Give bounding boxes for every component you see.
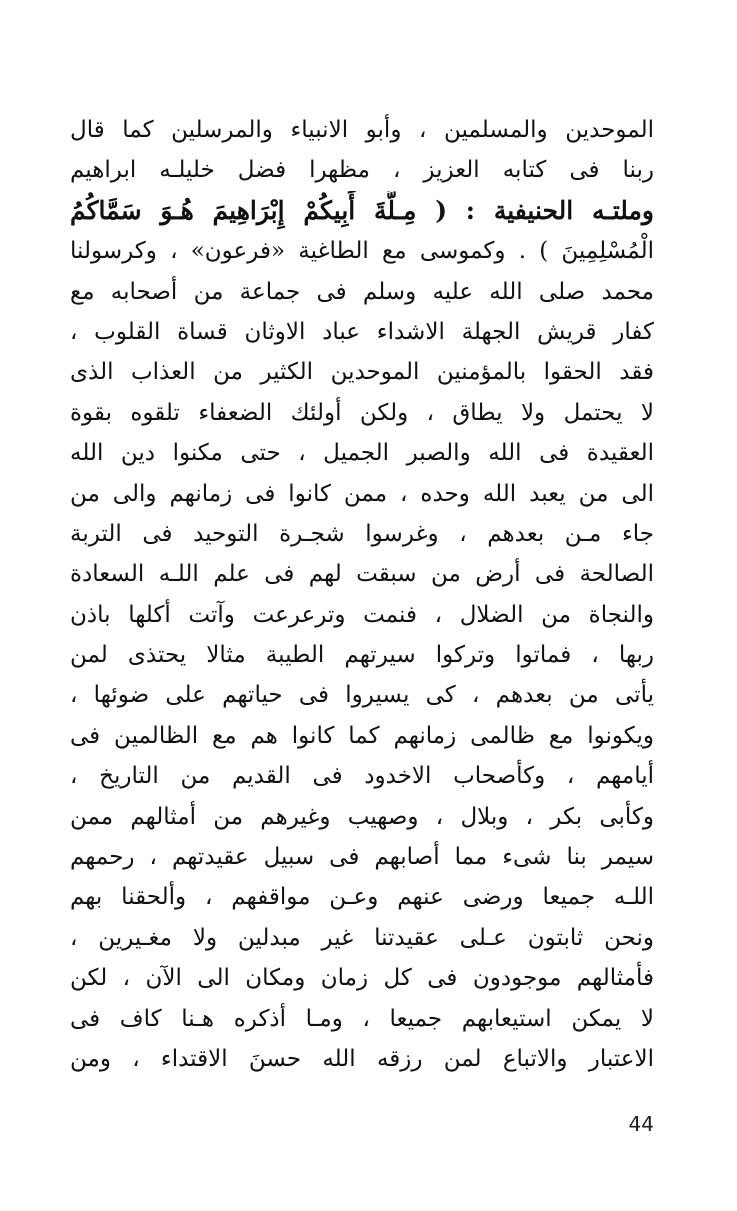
text-line: جاء مـن بعدهم ، وغرسوا شجـرة التوحيد فى التربة bbox=[70, 520, 654, 547]
text-line: العقيدة فى الله والصبر الجميل ، حتى مكنوا دين الله bbox=[70, 440, 654, 467]
text-line: الْمُسْلِمِينَ ) . وكموسى مع الطاغية «فرعون» ، وكرسولنا bbox=[70, 238, 654, 265]
text-line: ربها ، فماتوا وتركوا سيرتهم الطيبة مثالا يحتذى لمن bbox=[70, 642, 654, 669]
text-line: لا يمكن استيعابهم جميعا ، ومـا أذكره هـنا كاف فى bbox=[70, 1005, 654, 1032]
text-line: والنجاة من الضلال ، فنمت وترعرعت وآتت أكلها باذن bbox=[70, 601, 654, 628]
text-line: الى من يعبد الله وحده ، ممن كانوا فى زمانهم والى من bbox=[70, 480, 654, 507]
text-line: أيامهم ، وكأصحاب الاخدود فى القديم من التاريخ ، bbox=[70, 763, 654, 790]
quran-verse-line: وملتـه الحنيفية : ( مِـلَّةَ أَبِيكُمْ إِبْرَاهِيمَ هُـوَ سَمَّاكُمُ bbox=[70, 195, 654, 225]
text-line: محمد صلى الله عليه وسلم فى جماعة من أصحابه مع bbox=[70, 278, 654, 305]
text-line: كفار قريش الجهلة الاشداء عباد الاوثان قساة القلوب ، bbox=[70, 318, 654, 345]
text-line: الاعتبار والاتباع لمن رزقه الله حسنَ الاقتداء ، ومن bbox=[70, 1045, 654, 1072]
text-line: ونحن ثابتون عـلى عقيدتنا غير مبدلين ولا مغـيرين ، bbox=[70, 924, 654, 951]
text-line: فقد الحقوا بالمؤمنين الموحدين الكثير من العذاب الذى bbox=[70, 359, 654, 386]
text-line: فأمثالهم موجودون فى كل زمان ومكان الى الآن ، لكن bbox=[70, 965, 654, 992]
text-line: اللـه جميعا ورضى عنهم وعـن مواقفهم ، وألحقنا بهم bbox=[70, 884, 654, 911]
text-line: لا يحتمل ولا يطاق ، ولكن أولئك الضعفاء تلقوه بقوة bbox=[70, 399, 654, 426]
page-number: 44 bbox=[628, 1112, 654, 1136]
text-line: يأتى من بعدهم ، كى يسيروا فى حياتهم على ضوئها ، bbox=[70, 682, 654, 709]
text-line: سيمر بنا شىء مما أصابهم فى سبيل عقيدتهم ، رحمهم bbox=[70, 844, 654, 871]
text-line: ويكونوا مع ظالمى زمانهم كما كانوا هم مع الظالمين فى bbox=[70, 722, 654, 749]
text-line: الصالحة فى أرض من سبقت لهم فى علم اللـه السعادة bbox=[70, 561, 654, 588]
text-line: الموحدين والمسلمين ، وأبو الانبياء والمرسلين كما قال bbox=[70, 117, 654, 143]
text-line: وكأبى بكر ، وبلال ، وصهيب وغيرهم من أمثالهم ممن bbox=[70, 803, 654, 830]
body-text bbox=[70, 110, 654, 1079]
text-line: ربنا فى كتابه العزيز ، مظهرا فضل خليلـه ابراهيم bbox=[70, 157, 654, 184]
